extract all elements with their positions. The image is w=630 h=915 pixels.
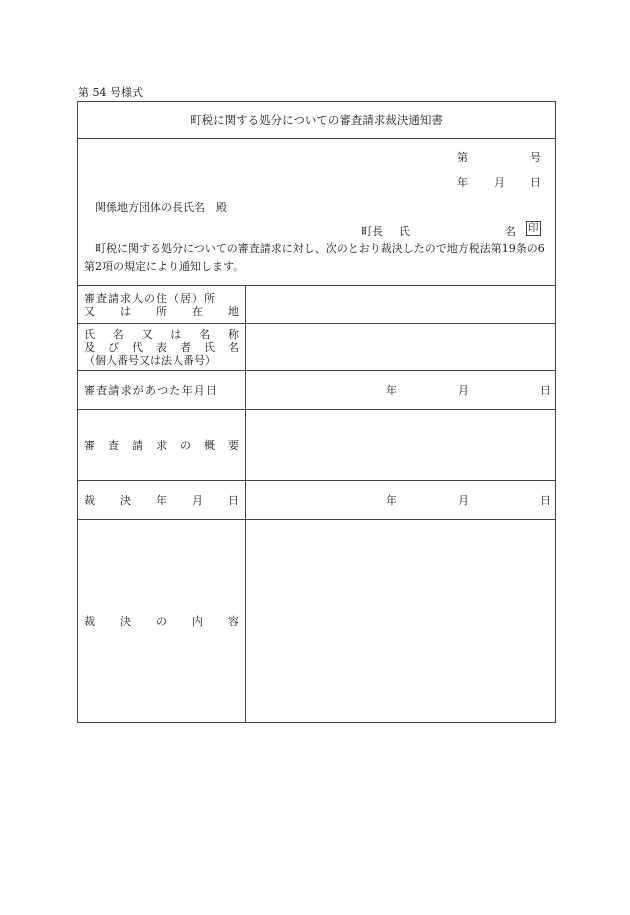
doc-number-suffix: 号	[530, 151, 541, 164]
label-char: 又	[84, 304, 95, 318]
addressee: 関係地方団体の長氏名 殿	[95, 201, 227, 214]
label-char: 及	[84, 340, 95, 354]
value-name[interactable]	[246, 324, 555, 370]
label-char: 審	[84, 438, 95, 452]
name-label-line2	[84, 341, 239, 354]
notice-body-text: 町税に関する処分についての審査請求に対し、次のとおり裁決したので地方税法第19条の6第2項の規定により通知します。	[84, 242, 545, 273]
label-char: び	[108, 340, 119, 354]
address-label-text: 審査請求人の住（居）所	[84, 291, 216, 305]
name-label-line1	[84, 328, 239, 341]
row-summary	[78, 410, 555, 481]
form-title: 町税に関する処分についての審査請求裁決通知書	[78, 102, 555, 139]
decision-date-year: 年	[386, 494, 397, 507]
label-char: 所	[156, 304, 167, 318]
label-char: 裁	[84, 614, 95, 628]
label-name	[78, 324, 246, 370]
address-label-line2	[84, 305, 239, 318]
request-date-label	[84, 384, 239, 397]
label-char: の	[156, 614, 167, 628]
label-summary	[78, 410, 246, 480]
issuer-name-mei: 名	[505, 225, 516, 238]
row-address	[78, 286, 555, 324]
label-char: の	[180, 438, 191, 452]
label-char: 称	[227, 327, 239, 341]
label-char: 内	[192, 614, 203, 628]
decision-date-day: 日	[540, 494, 551, 507]
request-date-year: 年	[386, 384, 397, 397]
issue-date-day: 日	[530, 176, 541, 189]
label-char: 代	[132, 340, 143, 354]
decision-date-month: 月	[458, 494, 469, 507]
request-date-day: 日	[540, 384, 551, 397]
label-char: 在	[192, 304, 203, 318]
label-char: 名	[112, 327, 124, 341]
decision-content-label	[84, 615, 239, 628]
label-char: 容	[228, 614, 239, 628]
label-char: 氏	[84, 327, 95, 341]
value-address[interactable]	[246, 286, 555, 323]
label-char: 決	[120, 614, 131, 628]
label-char: 年	[156, 493, 167, 507]
label-char: 裁	[84, 493, 95, 507]
name-label-line3	[84, 354, 239, 367]
notice-form	[77, 101, 556, 723]
label-char: 査	[108, 438, 119, 452]
label-decision-date	[78, 481, 246, 519]
label-char: 日	[228, 493, 239, 507]
row-name	[78, 324, 555, 371]
label-char: 概	[204, 438, 215, 452]
row-decision-content	[78, 520, 555, 722]
row-request-date	[78, 371, 555, 410]
label-char: 又	[141, 327, 153, 341]
summary-label	[84, 439, 239, 452]
label-char: 決	[120, 493, 131, 507]
label-text: （個人番号又は法人番号）	[84, 353, 216, 367]
label-text: 審査請求があつた年月日	[84, 383, 219, 397]
label-char: 名	[228, 340, 239, 354]
label-char: 地	[228, 304, 239, 318]
decision-date-label	[84, 494, 239, 507]
label-request-date	[78, 371, 246, 409]
label-char: 者	[180, 340, 191, 354]
details-table	[78, 285, 555, 722]
label-address	[78, 286, 246, 323]
issuer-name-shi: 氏	[399, 225, 410, 238]
label-char: は	[120, 304, 131, 318]
form-number: 第 54 号様式	[78, 86, 143, 99]
value-request-date[interactable]	[246, 371, 555, 409]
value-decision-content[interactable]	[246, 520, 555, 722]
seal-mark: 印	[528, 222, 539, 234]
label-char: 月	[192, 493, 203, 507]
label-char: 求	[156, 438, 167, 452]
label-char: は	[170, 327, 182, 341]
issue-date-year: 年	[457, 176, 468, 189]
row-decision-date	[78, 481, 555, 520]
label-decision-content	[78, 520, 246, 722]
request-date-month: 月	[458, 384, 469, 397]
label-char: 表	[156, 340, 167, 354]
value-summary[interactable]	[246, 410, 555, 480]
label-char: 請	[132, 438, 143, 452]
address-label-line1	[84, 292, 239, 305]
issue-date-month: 月	[494, 176, 505, 189]
value-decision-date[interactable]	[246, 481, 555, 519]
issuer-title: 町長	[361, 225, 383, 238]
label-char: 要	[228, 438, 239, 452]
label-char: 名	[199, 327, 211, 341]
label-char: 氏	[204, 340, 215, 354]
doc-number-prefix: 第	[457, 151, 468, 164]
